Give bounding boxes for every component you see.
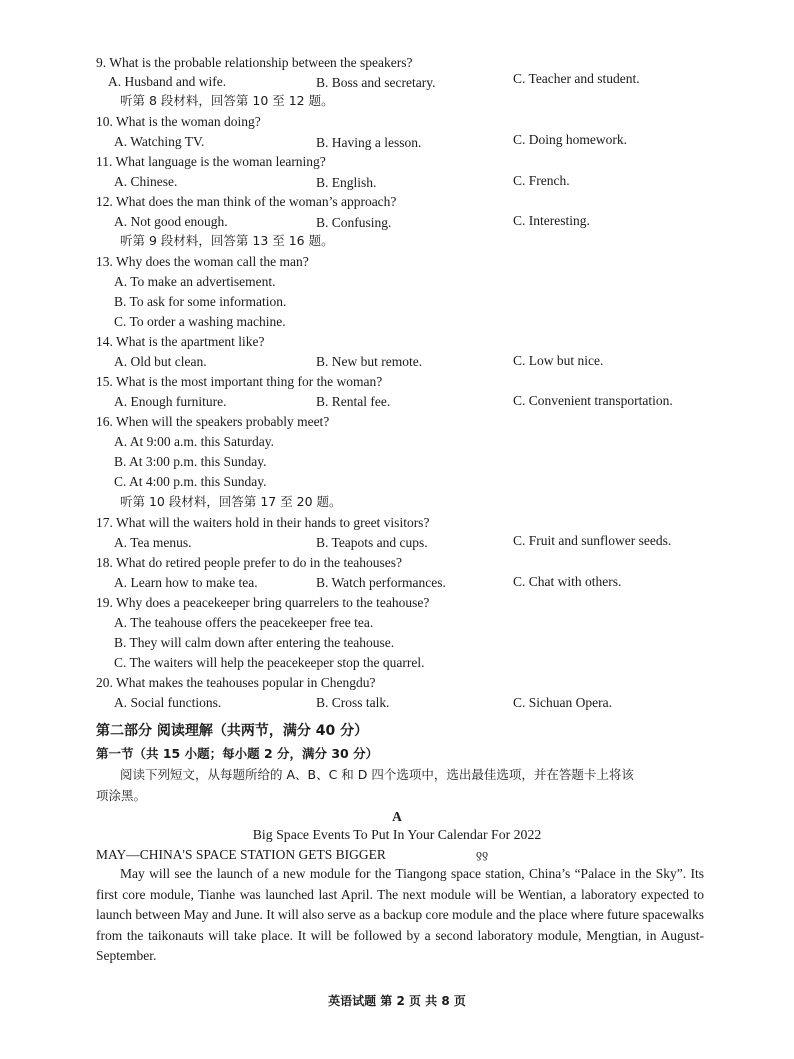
handwritten-mark: ƍƍ: [476, 846, 489, 861]
question-stem: 12. What does the man think of the woman’s approach?: [96, 194, 397, 209]
option-b: B. Teapots and cups.: [316, 535, 428, 550]
option-c: C. Sichuan Opera.: [513, 695, 612, 710]
page-footer: 英语试题 第 2 页 共 8 页: [328, 994, 466, 1008]
question-stem: 9. What is the probable relationship between the speakers?: [96, 55, 413, 70]
option-b: B. Rental fee.: [316, 394, 391, 409]
option-c: C. Doing homework.: [513, 132, 627, 147]
option-a: A. The teahouse offers the peacekeeper free tea.: [114, 615, 374, 630]
option-b: B. Boss and secretary.: [316, 75, 436, 90]
question-stem: 15. What is the most important thing for the woman?: [96, 374, 383, 389]
option-b: B. New but remote.: [316, 354, 423, 369]
option-c: C. To order a washing machine.: [114, 314, 286, 329]
question-stem: 20. What makes the teahouses popular in Chengdu?: [96, 675, 376, 690]
option-c: C. The waiters will help the peacekeeper stop the quarrel.: [114, 655, 425, 670]
option-b: B. Having a lesson.: [316, 135, 422, 150]
question-stem: 13. Why does the woman call the man?: [96, 254, 309, 269]
option-c: C. At 4:00 p.m. this Sunday.: [114, 474, 267, 489]
passage-paragraph: May will see the launch of a new module for the Tiangong space station, China’s “Palace in the Sky”. Its first core module, Tianhe was launched last April. The next module will be Wentian, a laboratory expected to launch between May and June. It will also serve as a backup core module and the place where future spacewalks from the taikonauts will take place. It will be followed by a second laboratory module, Mengtian, in August-September.: [96, 866, 705, 963]
option-b: B. They will calm down after entering the teahouse.: [114, 635, 395, 650]
option-c: C. Low but nice.: [513, 353, 604, 368]
question-stem: 14. What is the apartment like?: [96, 334, 265, 349]
option-c: C. Fruit and sunflower seeds.: [513, 533, 672, 548]
option-a: A. At 9:00 a.m. this Saturday.: [114, 434, 274, 449]
option-a: A. Learn how to make tea.: [114, 575, 258, 590]
question-stem: 16. When will the speakers probably meet?: [96, 414, 330, 429]
option-c: C. Teacher and student.: [513, 71, 640, 86]
question-stem: 19. Why does a peacekeeper bring quarrelers to the teahouse?: [96, 595, 430, 610]
passage-title: Big Space Events To Put In Your Calendar For 2022: [252, 827, 542, 842]
option-c: C. Interesting.: [513, 213, 590, 228]
option-b: B. Confusing.: [316, 215, 392, 230]
listening-instruction: 听第 8 段材料，回答第 10 至 12 题。: [120, 93, 334, 108]
section-instruction: 阅读下列短文，从每题所给的 A、B、C 和 D 四个选项中，选出最佳选项，并在答题卡上将该: [120, 767, 634, 782]
question-stem: 18. What do retired people prefer to do in the teahouses?: [96, 555, 403, 570]
option-a: A. Enough furniture.: [114, 394, 227, 409]
option-c: C. Convenient transportation.: [513, 393, 673, 408]
option-a: A. To make an advertisement.: [114, 274, 276, 289]
option-b: B. Watch performances.: [316, 575, 446, 590]
question-stem: 11. What language is the woman learning?: [96, 154, 326, 169]
option-b: B. English.: [316, 175, 377, 190]
option-b: B. At 3:00 p.m. this Sunday.: [114, 454, 267, 469]
passage-letter: A: [392, 809, 402, 824]
section-title: 第一节（共 15 小题；每小题 2 分，满分 30 分）: [96, 746, 379, 761]
option-b: B. Cross talk.: [316, 695, 390, 710]
option-a: A. Husband and wife.: [108, 74, 227, 89]
option-b: B. To ask for some information.: [114, 294, 287, 309]
option-a: A. Not good enough.: [114, 214, 228, 229]
option-a: A. Social functions.: [114, 695, 222, 710]
option-a: A. Old but clean.: [114, 354, 207, 369]
listening-instruction: 听第 10 段材料，回答第 17 至 20 题。: [120, 494, 342, 509]
listening-instruction: 听第 9 段材料，回答第 13 至 16 题。: [120, 233, 334, 248]
option-a: A. Tea menus.: [114, 535, 192, 550]
option-c: C. French.: [513, 173, 570, 188]
option-a: A. Chinese.: [114, 174, 178, 189]
part-title: 第二部分 阅读理解（共两节，满分 40 分）: [96, 723, 369, 739]
option-a: A. Watching TV.: [114, 134, 205, 149]
question-stem: 17. What will the waiters hold in their hands to greet visitors?: [96, 515, 430, 530]
question-stem: 10. What is the woman doing?: [96, 114, 261, 129]
option-c: C. Chat with others.: [513, 574, 622, 589]
passage-subheading: MAY—CHINA'S SPACE STATION GETS BIGGER: [96, 847, 386, 862]
section-instruction-cont: 项涂黑。: [96, 788, 147, 803]
